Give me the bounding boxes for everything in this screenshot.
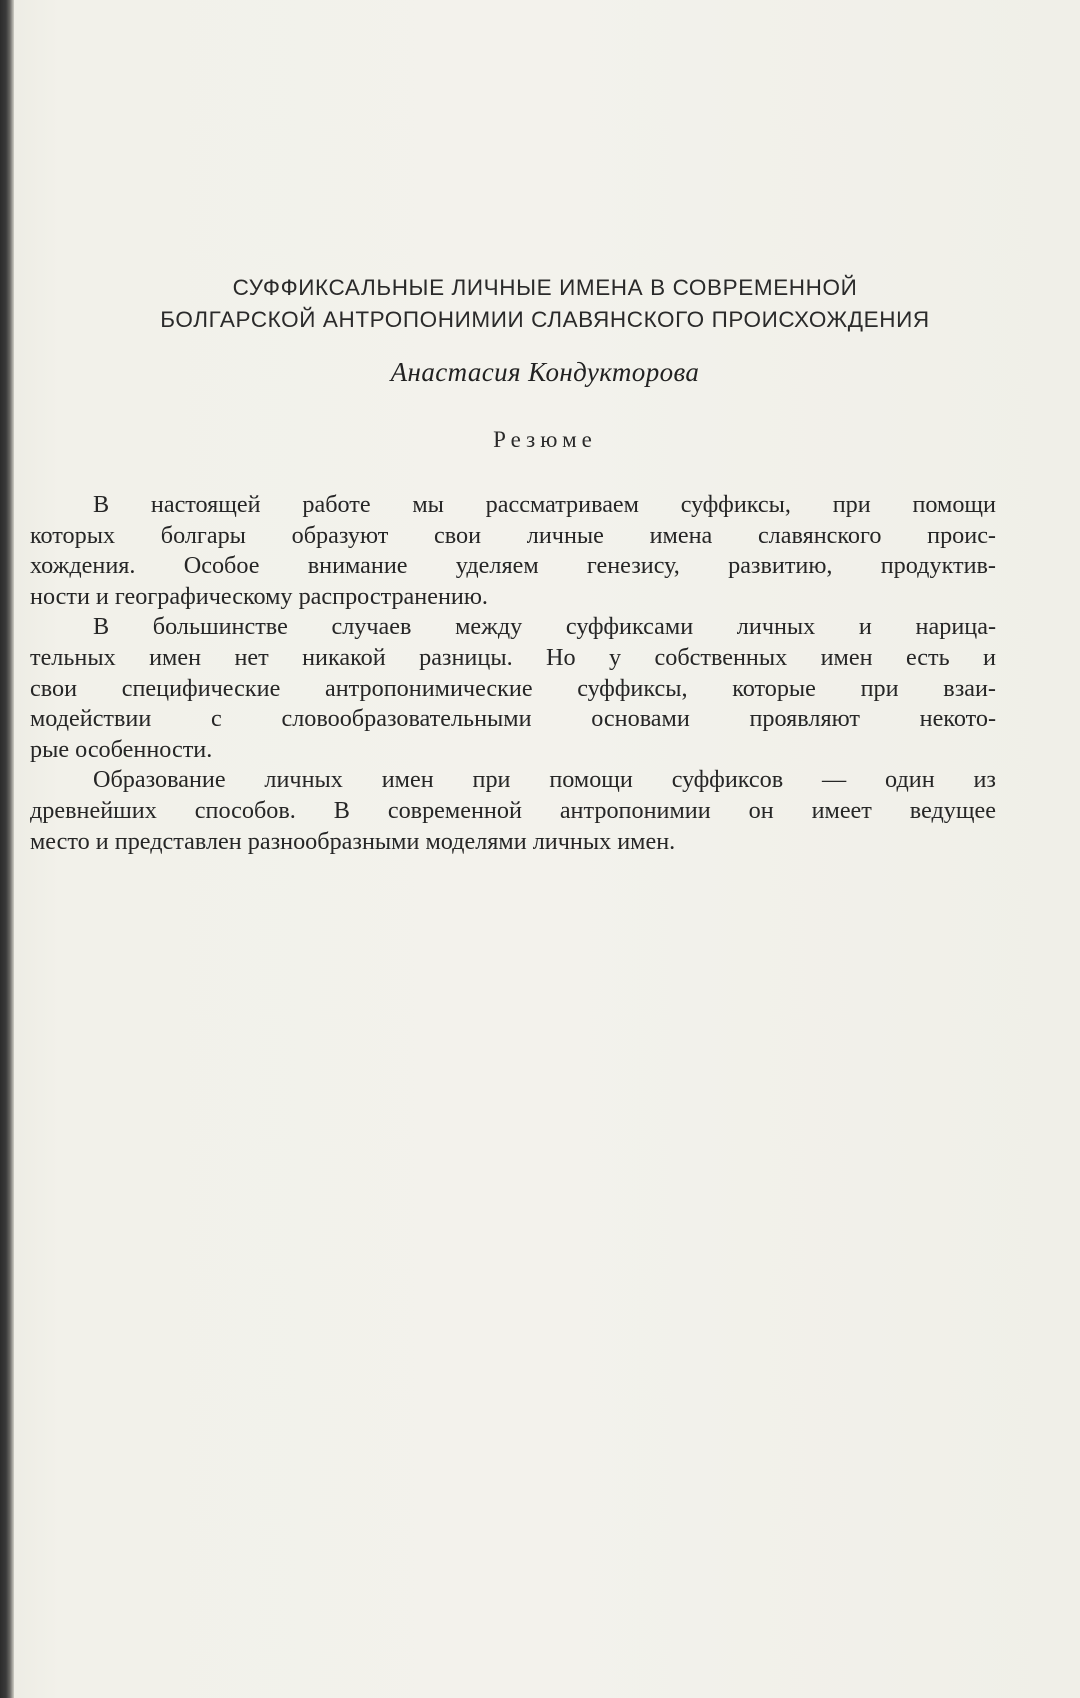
text-line: хождения. Особое внимание уделяем генезису, развитию, продуктив- — [30, 552, 996, 580]
paragraph-1 — [30, 490, 996, 612]
text-line: модействии с словообразовательными основами проявляют некото- — [30, 705, 996, 733]
author-name: Анастасия Кондукторова — [390, 357, 700, 387]
text-line: В настоящей работе мы рассматриваем суффиксы, при помощи — [93, 491, 996, 518]
paragraph-2 — [30, 612, 996, 765]
text-line: которых болгары образуют свои личные имена славянского проис- — [30, 521, 996, 549]
text-line: рые особенности. — [30, 735, 213, 763]
summary-heading: Резюме — [493, 427, 597, 452]
article-title-line-1: СУФФИКСАЛЬНЫЕ ЛИЧНЫЕ ИМЕНА В СОВРЕМЕННОЙ — [232, 275, 858, 300]
text-line: тельных имен нет никакой разницы. Но у собственных имен есть и — [30, 643, 996, 671]
page-binding-edge — [0, 0, 14, 1698]
paragraph-3 — [30, 765, 996, 857]
text-line: В большинстве случаев между суффиксами личных и нарица- — [93, 613, 996, 641]
text-line: древнейших способов. В современной антропонимии он имеет ведущее — [30, 796, 996, 824]
summary-body — [30, 490, 996, 857]
article-title-line-2: БОЛГАРСКОЙ АНТРОПОНИМИИ СЛАВЯНСКОГО ПРОИСХОЖДЕНИЯ — [160, 307, 930, 332]
text-line: ности и географическому распространению. — [30, 582, 488, 610]
text-line: Образование личных имен при помощи суффиксов — один из — [93, 766, 996, 794]
text-line: свои специфические антропонимические суффиксы, которые при взаи- — [30, 674, 996, 702]
text-line: место и представлен разнообразными моделями личных имен. — [30, 827, 676, 855]
article-title — [40, 272, 1050, 336]
